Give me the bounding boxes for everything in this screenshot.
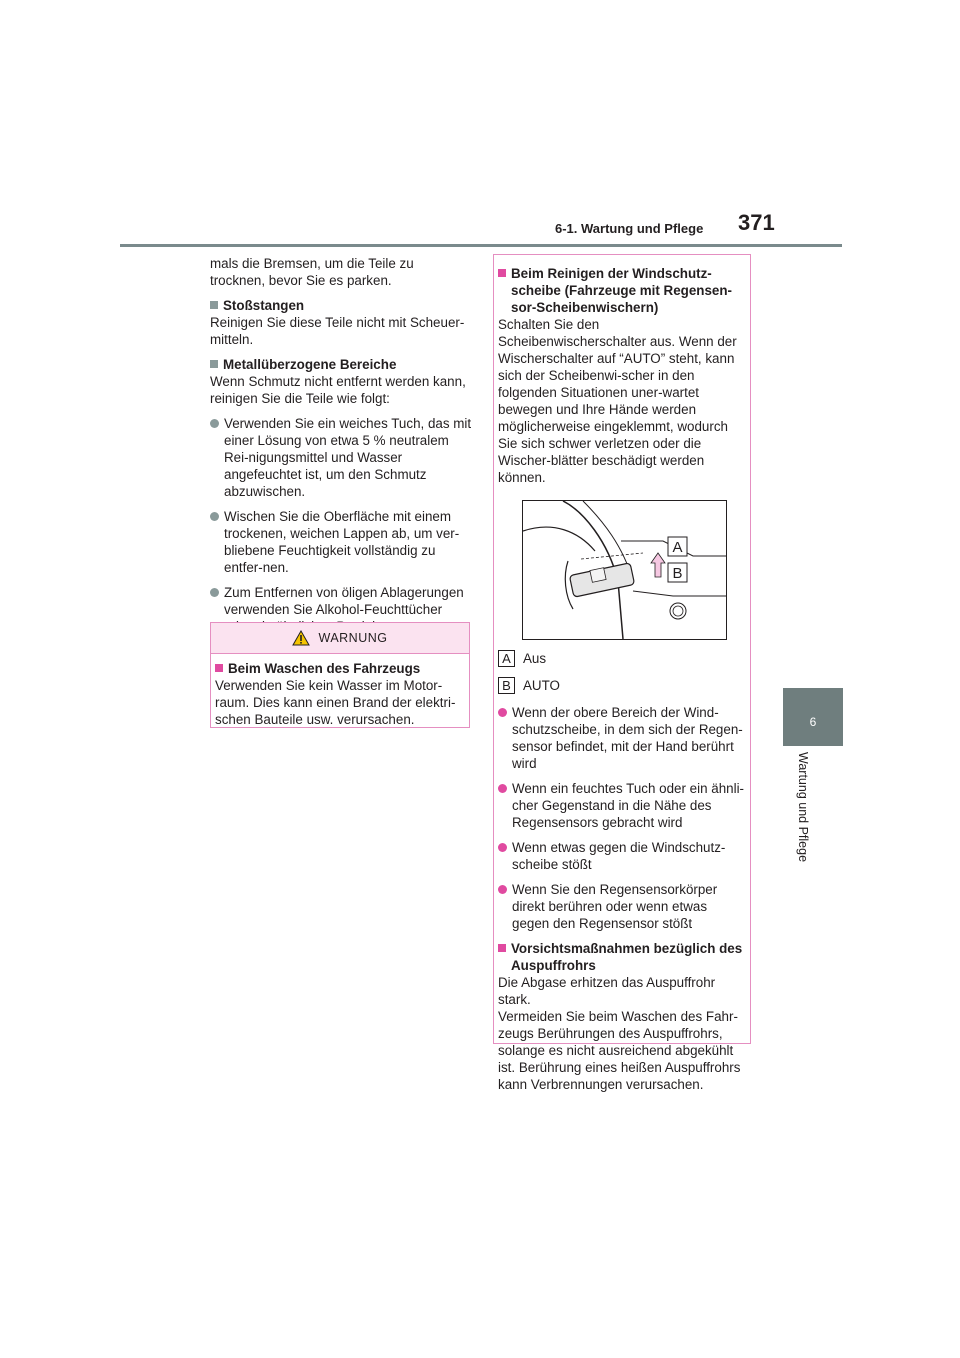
windshield-text: Schalten Sie den Scheibenwischerschalter aus. Wenn der Wischerschalter auf “AUTO” steht, kann sich der Scheibenwi-scher in den folgenden Situationen uner-wartet bewegen und Ihre Hände werden möglicherweise eingeklemmt, wodurch Sie sich schwer verletzen oder die Wischer-blätter beschädigt werden können.: [498, 317, 737, 485]
circle-bullet-icon: [498, 843, 507, 852]
chapter-title: Wartung und Pflege: [796, 752, 810, 863]
list-item: Wenn Sie den Regensensorkörper direkt berühren oder wenn etwas gegen den Regensensor stößt: [498, 881, 746, 932]
left-column: [210, 255, 472, 643]
circle-bullet-icon: [210, 419, 219, 428]
windshield-heading: Beim Reinigen der Windschutz-scheibe (Fahrzeuge mit Regensen-sor-Scheibenwischern): [498, 265, 746, 316]
wiper-switch-drawing: [523, 501, 726, 639]
notice-box: [493, 254, 751, 1092]
circle-bullet-icon: [210, 588, 219, 597]
exhaust-text-2: Vermeiden Sie beim Waschen des Fahr-zeugs Berührungen des Auspuffrohrs, solange es nicht ausreichend abgekühlt ist. Berührung eines heißen Auspuffrohrs kann Verbrennungen verursachen.: [498, 1009, 741, 1092]
circle-bullet-icon: [210, 512, 219, 521]
chapter-number: 6: [809, 715, 817, 729]
legend-item-a: [498, 650, 746, 667]
circle-bullet-icon: [498, 708, 507, 717]
metall-text: Wenn Schmutz nicht entfernt werden kann, reinigen Sie die Teile wie folgt:: [210, 374, 466, 406]
legend-key-a: A: [498, 650, 515, 667]
section-heading-stossstangen: Stoßstangen: [210, 297, 472, 314]
warning-triangle-icon: [292, 630, 310, 646]
square-bullet-icon: [215, 664, 223, 672]
intro-text: mals die Bremsen, um die Teile zu trocknen, bevor Sie es parken.: [210, 256, 414, 288]
page-number: 371: [738, 210, 775, 235]
legend-key-b: B: [498, 677, 515, 694]
section-heading-metall: Metallüberzogene Bereiche: [210, 356, 472, 373]
square-bullet-icon: [498, 944, 506, 952]
circle-bullet-icon: [498, 784, 507, 793]
list-item: Wenn etwas gegen die Windschutz-scheibe stößt: [498, 839, 746, 873]
list-item: Zum Entfernen von öligen Ablagerungen verwenden Sie Alkohol-Feuchttücher: [210, 584, 472, 635]
warning-body: [211, 654, 469, 728]
chapter-label: [783, 752, 823, 892]
warning-title: WARNUNG: [318, 630, 388, 645]
warning-text: Verwenden Sie kein Wasser im Motor-raum. Dies kann einen Brand der elektri-schen Bauteile usw. verursachen.: [215, 678, 456, 727]
legend-item-b: [498, 677, 746, 694]
figure-label-b: B: [672, 565, 683, 582]
square-bullet-icon: [498, 269, 506, 277]
section-title: 6-1. Wartung und Pflege: [555, 221, 704, 236]
warning-box: [210, 622, 470, 728]
square-bullet-icon: [210, 301, 218, 309]
chapter-tab: [783, 688, 843, 746]
square-bullet-icon: [210, 360, 218, 368]
figure-label-a: A: [672, 539, 683, 556]
exhaust-text-1: Die Abgase erhitzen das Auspuffrohr stark.: [498, 975, 716, 1007]
list-item: Verwenden Sie ein weiches Tuch, das mit einer Lösung von etwa 5 % neutralem Rei-nigungsmittel und Wasser angefeuchtet ist, um den Schmutz abzuwischen.: [210, 415, 472, 500]
list-item: Wischen Sie die Oberfläche mit einem trockenen, weichen Lappen ab, um ver-bliebene Feuchtigkeit vollständig zu entfer-nen.: [210, 508, 472, 576]
circle-bullet-icon: [498, 885, 507, 894]
legend-text-b: AUTO: [523, 678, 560, 693]
stossstangen-text: Reinigen Sie diese Teile nicht mit Scheuer-mitteln.: [210, 315, 465, 347]
header-divider: [120, 244, 842, 247]
list-item: Wenn ein feuchtes Tuch oder ein ähnli-cher Gegenstand in die Nähe des Regensensors gebracht wird: [498, 780, 746, 831]
legend-text-a: Aus: [523, 651, 547, 666]
wiper-switch-illustration: [522, 500, 727, 640]
list-item: Wenn der obere Bereich der Wind-schutzscheibe, in dem sich der Regen-sensor befindet, mit der Hand berührt wird: [498, 704, 746, 772]
warning-heading: Beim Waschen des Fahrzeugs: [215, 660, 465, 677]
exhaust-heading: Vorsichtsmaßnahmen bezüglich des Auspuffrohrs: [498, 940, 746, 974]
warning-header: [211, 623, 469, 654]
